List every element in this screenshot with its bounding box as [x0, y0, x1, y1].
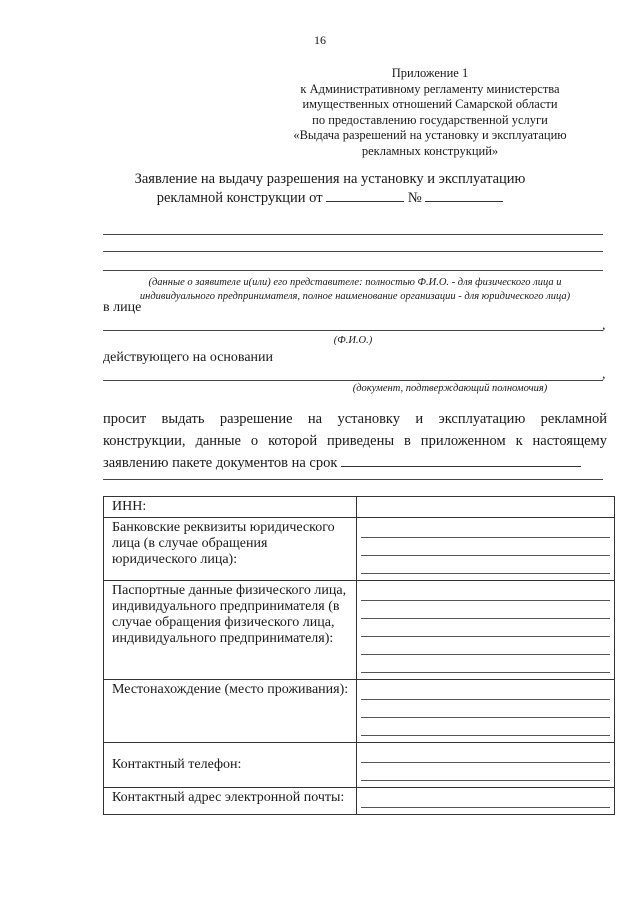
- email-value[interactable]: [357, 788, 615, 815]
- fill-line: [361, 641, 610, 655]
- fill-line: [361, 605, 610, 619]
- inn-label: ИНН:: [104, 497, 357, 518]
- fill-line: [361, 749, 610, 763]
- passport-value[interactable]: [357, 581, 615, 680]
- appendix-line: имущественных отношений Самарской области: [302, 97, 558, 111]
- fill-line: [361, 524, 610, 538]
- in-person-label: в лице: [103, 300, 142, 315]
- appendix-header: [270, 66, 590, 159]
- document-caption: (документ, подтверждающий полномочия): [352, 383, 548, 394]
- request-paragraph: [103, 408, 607, 474]
- fio-caption: (Ф.И.О.): [333, 335, 373, 346]
- appendix-line: «Выдача разрешений на установку и эксплуатацию: [293, 128, 567, 142]
- caption-line: (данные о заявителе и(или) его представителе: полностью Ф.И.О. - для физического лица и: [148, 277, 562, 288]
- applicant-line-3[interactable]: [103, 270, 603, 271]
- request-text: просит выдать разрешение на установку и эксплуатацию рекламной конструкции, данные о которой приведены в приложенном к настоящему заявлению пакете документов на срок: [103, 411, 607, 471]
- appendix-line: к Административному регламенту министерства: [300, 81, 560, 96]
- term-field[interactable]: [341, 454, 581, 467]
- title-line-2: [100, 189, 560, 208]
- email-label: Контактный адрес электронной почты:: [104, 788, 357, 815]
- date-field[interactable]: [326, 189, 404, 202]
- passport-label: Паспортные данные физического лица, индивидуального предпринимателя (в случае обращения физического лица, индивидуального предпринимателя):: [104, 581, 357, 680]
- number-sign: №: [407, 190, 422, 206]
- inn-value[interactable]: [357, 497, 615, 518]
- appendix-line: рекламных конструкций»: [361, 143, 499, 158]
- phone-value[interactable]: [357, 743, 615, 788]
- phone-label: Контактный телефон:: [104, 743, 357, 788]
- page-number: 16: [314, 33, 326, 47]
- fill-line: [361, 659, 610, 673]
- acting-label: действующего на основании: [103, 350, 274, 365]
- fill-line: [361, 686, 610, 700]
- document-title: [100, 170, 560, 208]
- caption-line: индивидуального предпринимателя, полное наименование организации - для юридического лица): [139, 291, 571, 302]
- title-line: Заявление на выдачу разрешения на установку и эксплуатацию: [134, 171, 526, 187]
- table-row: [104, 497, 615, 518]
- appendix-line: Приложение 1: [391, 66, 469, 80]
- applicant-details-table: [103, 496, 615, 815]
- fill-line: [361, 722, 610, 736]
- table-row: [104, 680, 615, 743]
- fio-line[interactable]: [103, 330, 603, 331]
- fill-line: [361, 560, 610, 574]
- document-line[interactable]: [103, 380, 603, 381]
- table-row: [104, 518, 615, 581]
- applicant-line-2[interactable]: [103, 251, 603, 252]
- location-value[interactable]: [357, 680, 615, 743]
- comma: ,: [602, 318, 606, 333]
- comma: ,: [602, 367, 606, 382]
- table-row: [104, 581, 615, 680]
- fill-line: [361, 623, 610, 637]
- applicant-caption: [100, 276, 610, 304]
- fill-line: [361, 542, 610, 556]
- table-row: [104, 788, 615, 815]
- fill-line: [361, 587, 610, 601]
- title-prefix: рекламной конструкции от: [156, 190, 323, 206]
- bank-value[interactable]: [357, 518, 615, 581]
- appendix-line: по предоставлению государственной услуги: [312, 112, 548, 127]
- fill-line: [361, 767, 610, 781]
- fill-line: [361, 794, 610, 808]
- table-row: [104, 743, 615, 788]
- location-label: Местонахождение (место проживания):: [104, 680, 357, 743]
- applicant-line-1[interactable]: [103, 234, 603, 235]
- bank-label: Банковские реквизиты юридического лица (в случае обращения юридического лица):: [104, 518, 357, 581]
- fill-line: [361, 704, 610, 718]
- number-field[interactable]: [425, 189, 503, 202]
- term-line-2[interactable]: [103, 479, 603, 480]
